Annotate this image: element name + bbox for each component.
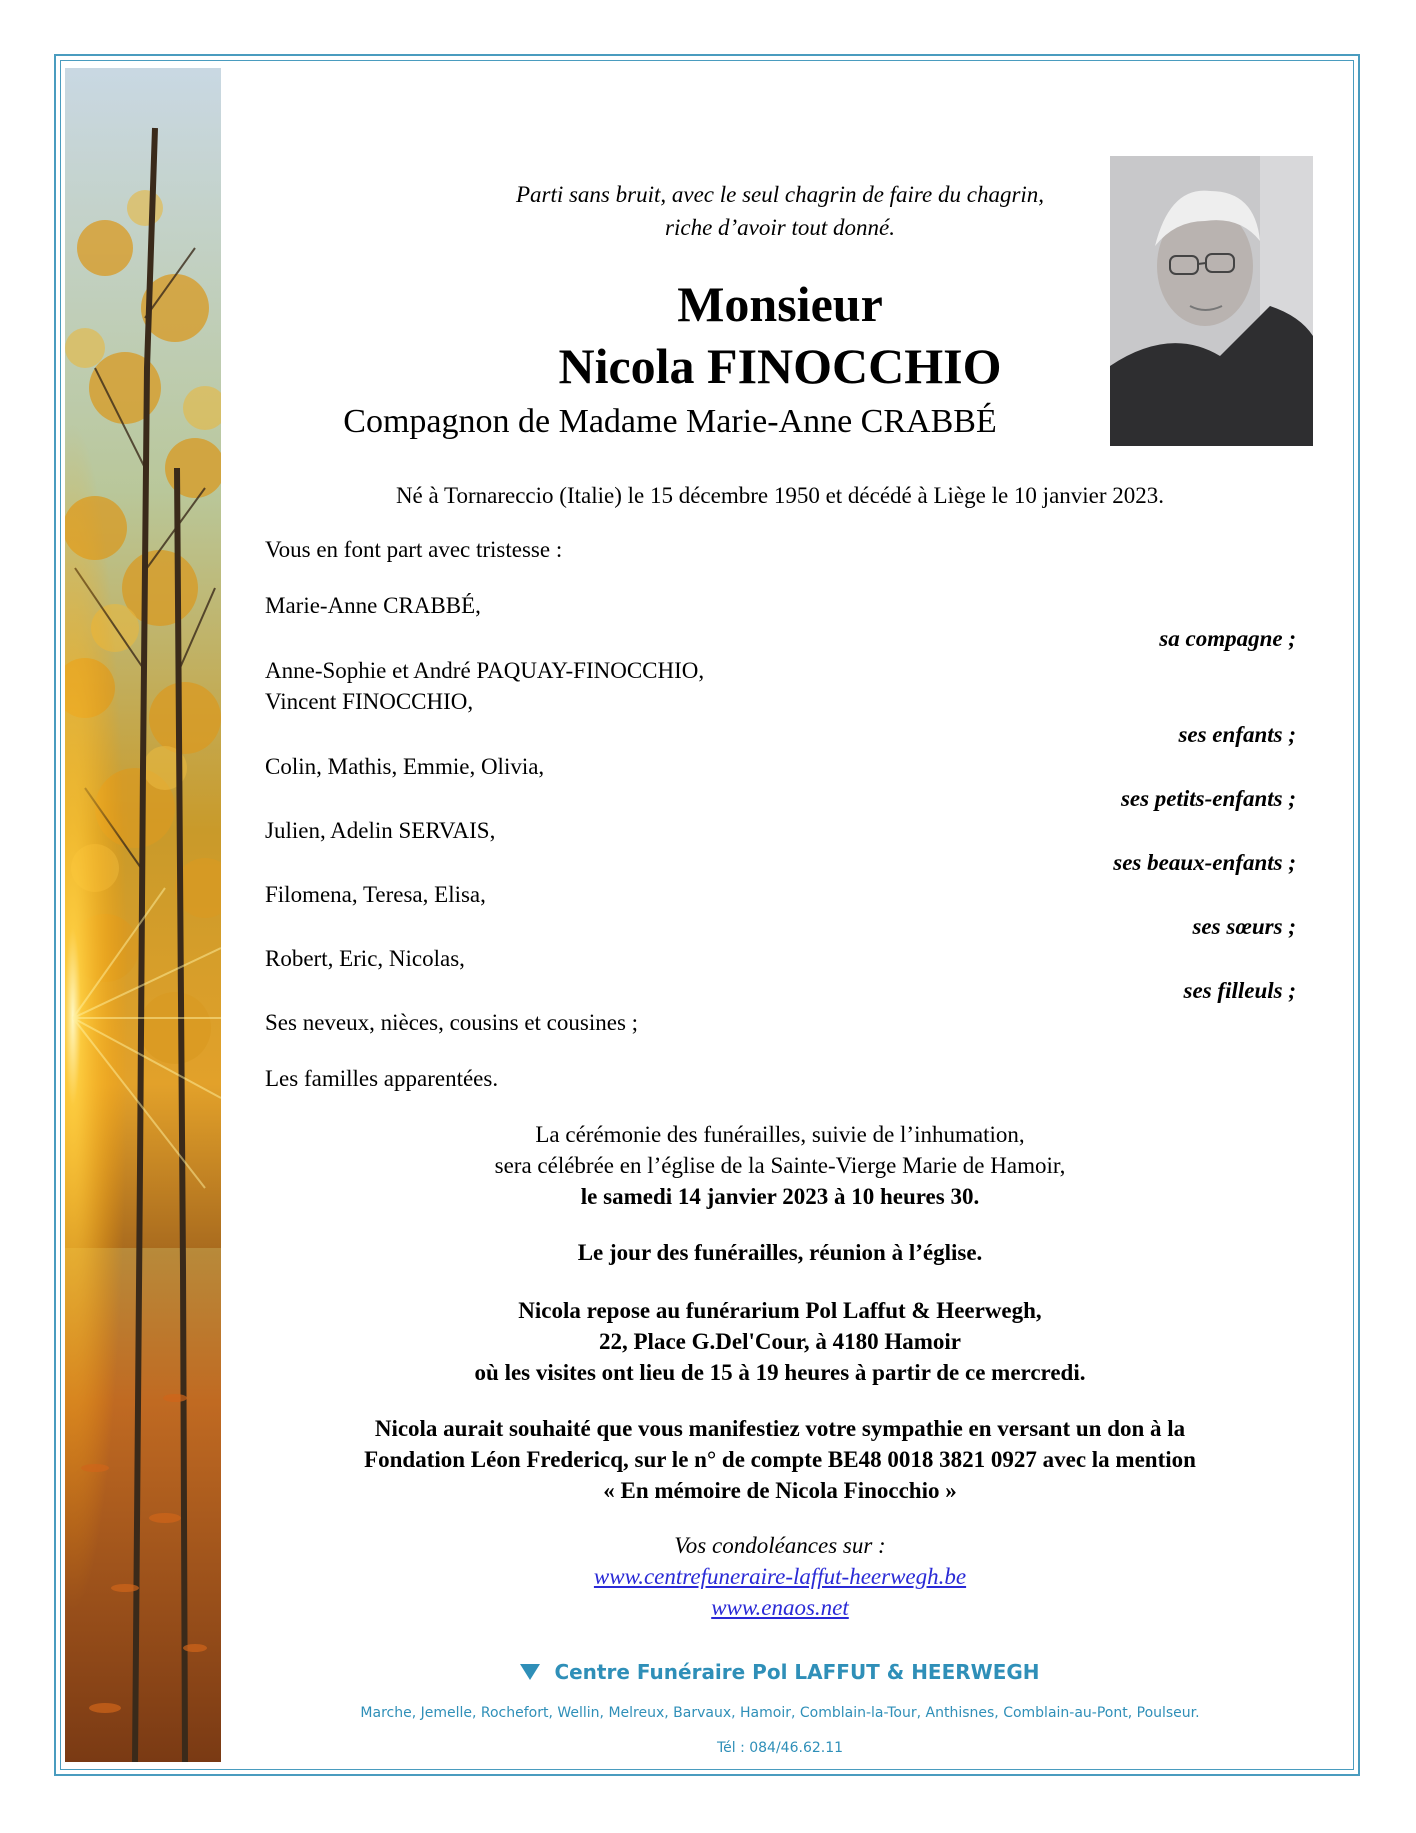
- family-names: Julien, Adelin SERVAIS,: [265, 818, 496, 843]
- ceremony-block: [245, 1119, 1315, 1212]
- donation-line: Fondation Léon Fredericq, sur le n° de compte BE48 0018 3821 0927 avec la mention: [364, 1447, 1196, 1472]
- footer-title: [245, 1660, 1315, 1684]
- funerarium-block: [245, 1295, 1315, 1388]
- meeting-text: Le jour des funérailles, réunion à l’église.: [577, 1240, 983, 1265]
- family-names: Colin, Mathis, Emmie, Olivia,: [265, 754, 545, 779]
- triangle-down-icon: [520, 1664, 540, 1680]
- condolences-block: [245, 1530, 1315, 1623]
- enaos-link[interactable]: www.enaos.net: [711, 1595, 849, 1620]
- donation-line: Nicola aurait souhaité que vous manifestiez votre sympathie en versant un don à la: [374, 1416, 1186, 1441]
- quote-line: riche d’avoir tout donné.: [665, 215, 895, 240]
- funerarium-hours: où les visites ont lieu de 15 à 19 heures à partir de ce mercredi.: [474, 1360, 1086, 1385]
- families-text: Les familles apparentées.: [265, 1066, 499, 1091]
- nephews-text: Ses neveux, nièces, cousins et cousines ;: [265, 1010, 639, 1035]
- epitaph-quote: [245, 178, 1315, 244]
- family-names: Anne-Sophie et André PAQUAY-FINOCCHIO,: [265, 658, 705, 683]
- companion-subtitle: Compagnon de Madame Marie-Anne CRABBÉ: [343, 403, 997, 440]
- family-relation: ses sœurs ;: [1192, 914, 1296, 939]
- family-relation: sa compagne ;: [1159, 626, 1296, 651]
- ceremony-line: La cérémonie des funérailles, suivie de l’inhumation,: [535, 1122, 1025, 1147]
- donation-mention: « En mémoire de Nicola Finocchio »: [603, 1478, 957, 1503]
- funerarium-line: Nicola repose au funérarium Pol Laffut & Heerwegh,: [518, 1298, 1042, 1323]
- condolences-label: Vos condoléances sur :: [674, 1533, 886, 1558]
- funeral-center-name: Centre Funéraire Pol LAFFUT & HEERWEGH: [554, 1660, 1040, 1684]
- ceremony-date: le samedi 14 janvier 2023 à 10 heures 30.: [580, 1184, 980, 1209]
- family-names: Marie-Anne CRABBÉ,: [265, 593, 481, 618]
- funeral-center-link[interactable]: www.centrefuneraire-laffut-heerwegh.be: [593, 1564, 967, 1589]
- quote-line: Parti sans bruit, avec le seul chagrin de faire du chagrin,: [515, 182, 1045, 207]
- donation-block: [245, 1413, 1315, 1506]
- birth-death-line: Né à Tornareccio (Italie) le 15 décembre 1950 et décédé à Liège le 10 janvier 2023.: [395, 483, 1165, 508]
- family-relation: ses petits-enfants ;: [1120, 786, 1296, 811]
- intro-text: Vous en font part avec tristesse :: [265, 537, 563, 562]
- family-names: Vincent FINOCCHIO,: [265, 689, 474, 714]
- family-names: Robert, Eric, Nicolas,: [265, 946, 465, 971]
- funerarium-address: 22, Place G.Del'Cour, à 4180 Hamoir: [599, 1329, 961, 1354]
- family-relation: ses filleuls ;: [1183, 978, 1296, 1003]
- family-relation: ses beaux-enfants ;: [1113, 850, 1296, 875]
- footer-phone: Tél : 084/46.62.11: [716, 1740, 844, 1756]
- footer-locations: Marche, Jemelle, Rochefort, Wellin, Melreux, Barvaux, Hamoir, Comblain-la-Tour, Anthisnes, Comblain-au-Pont, Poulseur.: [360, 1705, 1200, 1721]
- ceremony-line: sera célébrée en l’église de la Sainte-Vierge Marie de Hamoir,: [494, 1153, 1066, 1178]
- autumn-forest-photo: [65, 68, 221, 1762]
- deceased-title: Monsieur: [677, 276, 883, 332]
- family-relation: ses enfants ;: [1178, 722, 1296, 747]
- deceased-name: Nicola FINOCCHIO: [558, 338, 1002, 394]
- family-names: Filomena, Teresa, Elisa,: [265, 882, 486, 907]
